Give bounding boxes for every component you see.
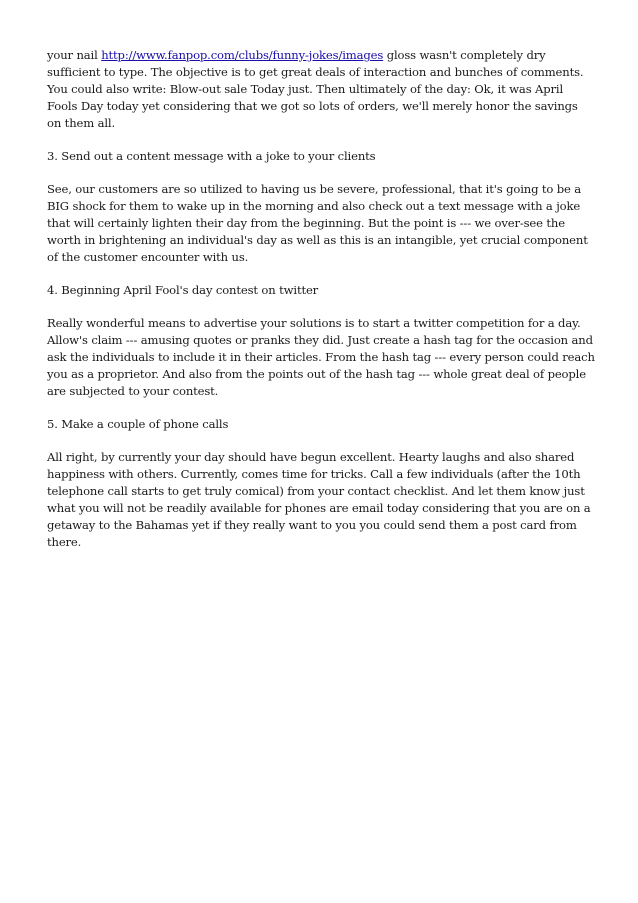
section-4-heading: 4. Beginning April Fool's day contest on twitter xyxy=(47,283,319,297)
document-page xyxy=(47,47,595,567)
section-3-heading: 3. Send out a content message with a joke to your clients xyxy=(47,149,376,163)
section-3-body: See, our customers are so utilized to having us be severe, professional, that it's going to be a BIG shock for them to wake up in the morning and also check out a text message with a joke that will certainly lighten their day from the beginning. But the point is --- we over-see the worth in brightening an individual's day as well as this is an intangible, yet crucial component of the customer encounter with us. xyxy=(47,182,588,264)
fanpop-link[interactable]: http://www.fanpop.com/clubs/funny-jokes/images xyxy=(101,48,384,62)
intro-paragraph xyxy=(47,47,595,132)
section-5-body: All right, by currently your day should have begun excellent. Hearty laughs and also shared happiness with others. Currently, comes time for tricks. Call a few individuals (after the 10th telephone call starts to get truly comical) from your contact checklist. And let them know just what you will not be readily available for phones are email today considering that you are on a getaway to the Bahamas yet if they really want to you you could send them a post card from there. xyxy=(47,450,591,549)
intro-text-before-link: your nail xyxy=(47,48,102,62)
section-4-body: Really wonderful means to advertise your solutions is to start a twitter competition for a day. Allow's claim --- amusing quotes or pranks they did. Just create a hash tag for the occasion and ask the individuals to include it in their articles. From the hash tag --- every person could reach you as a proprietor. And also from the points out of the hash tag --- whole great deal of people are subjected to your contest. xyxy=(47,316,595,398)
intro-text-after-link: gloss wasn't completely dry sufficient to type. The objective is to get great deals of interaction and bunches of comments. You could also write: Blow-out sale Today just. Then ultimately of the day: Ok, it was April Fools Day today yet considering that we got so lots of orders, we'll merely honor the savings on them all. xyxy=(47,48,584,130)
section-5-heading: 5. Make a couple of phone calls xyxy=(47,417,229,431)
